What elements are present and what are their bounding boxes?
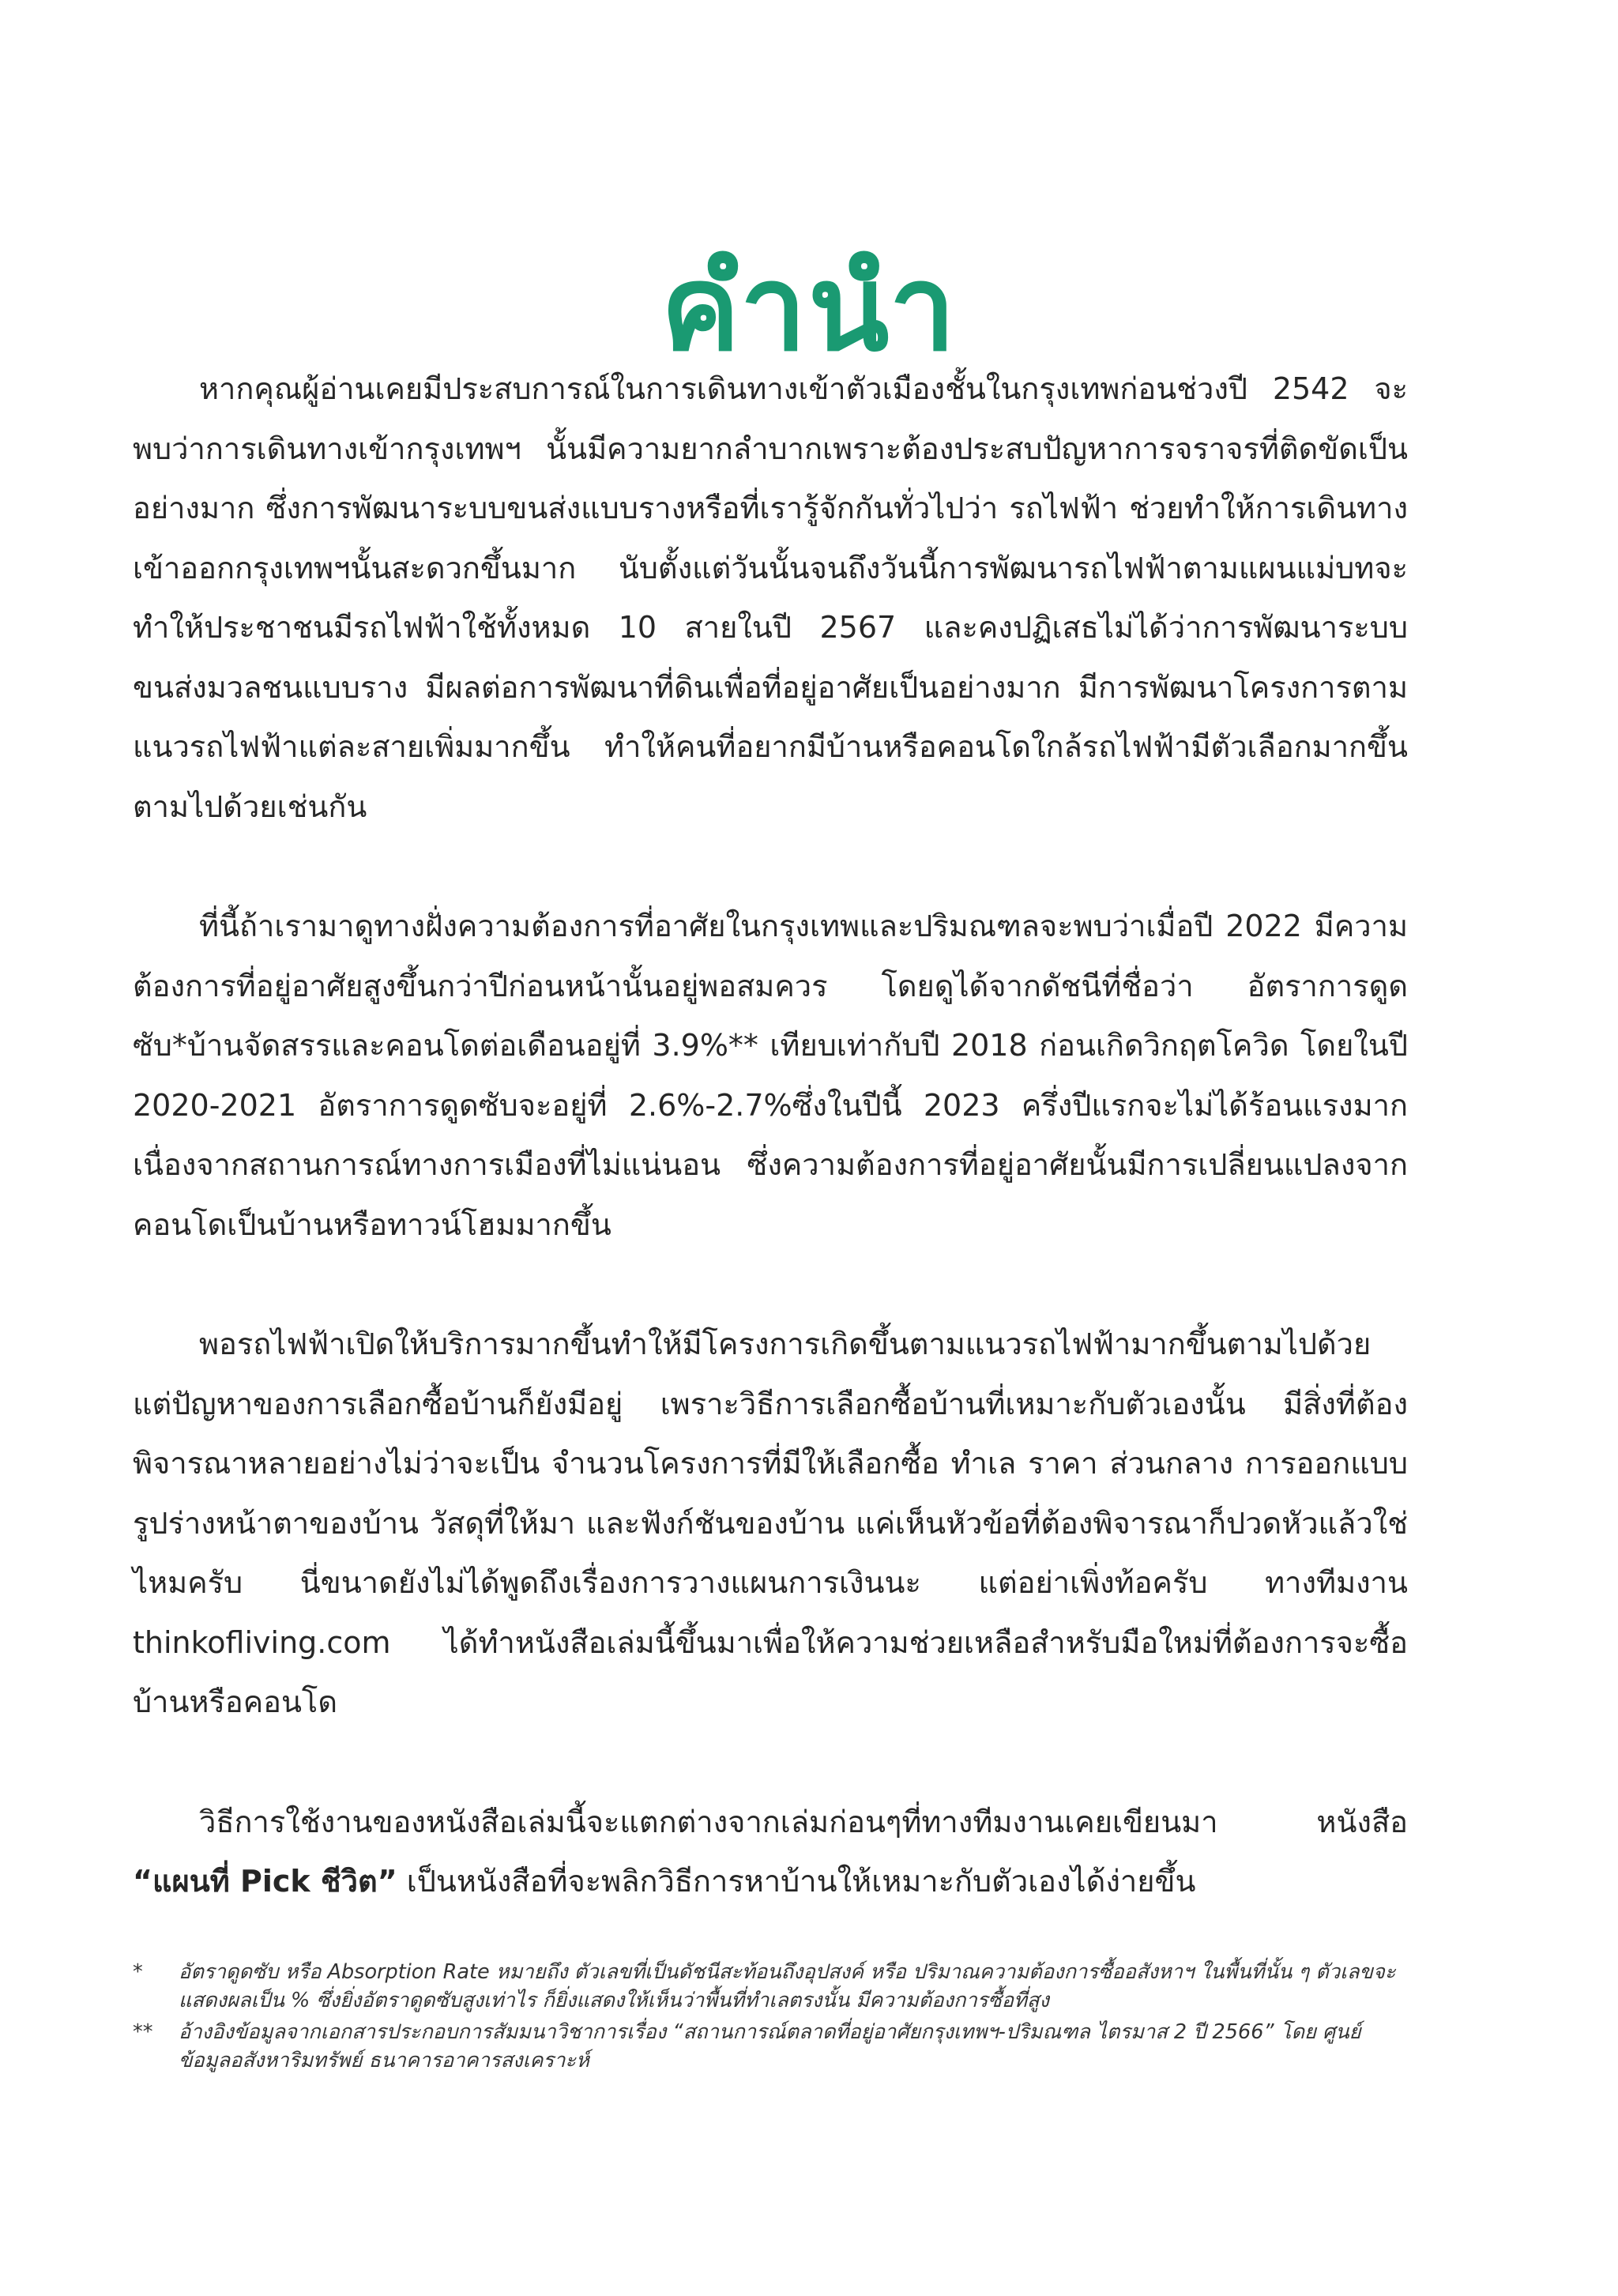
footnote-1 xyxy=(133,1958,1408,2015)
paragraph-1: หากคุณผู้อ่านเคยมีประสบการณ์ในการเดินทางเข้าตัวเมืองชั้นในกรุงเทพก่อนช่วงปี 2542 จะพบว่าการเดินทางเข้ากรุงเทพฯ นั้นมีความยากลำบากเพราะต้องประสบปัญหาการจราจรที่ติดขัดเป็นอย่างมาก ซึ่งการพัฒนาระบบขนส่งแบบรางหรือที่เรารู้จักกันทั่วไปว่า รถไฟฟ้า ช่วยทำให้การเดินทางเข้าออกกรุงเทพฯนั้นสะดวกขึ้นมาก นับตั้งแต่วันนั้นจนถึงวันนี้การพัฒนารถไฟฟ้าตามแผนแม่บทจะทำให้ประชาชนมีรถไฟฟ้าใช้ทั้งหมด 10 สายในปี 2567 และคงปฏิเสธไม่ได้ว่าการพัฒนาระบบขนส่งมวลชนแบบราง มีผลต่อการพัฒนาที่ดินเพื่อที่อยู่อาศัยเป็นอย่างมาก มีการพัฒนาโครงการตามแนวรถไฟฟ้าแต่ละสายเพิ่มมากขึ้น ทำให้คนที่อยากมีบ้านหรือคอนโดใกล้รถไฟฟ้ามีตัวเลือกมากขึ้นตามไปด้วยเช่นกัน xyxy=(133,371,1408,824)
footnote-2-text: อ้างอิงข้อมูลจากเอกสารประกอบการสัมมนาวิชาการเรื่อง “สถานการณ์ตลาดที่อยู่อาศัยกรุงเทพฯ-ปริมณฑล ไตรมาส 2 ปี 2566” โดย ศูนย์ข้อมูลอสังหาริมทรัพย์ ธนาคารอาคารสงเคราะห์ xyxy=(179,2020,1361,2072)
footnotes xyxy=(133,1958,1408,2078)
paragraph-3: พอรถไฟฟ้าเปิดให้บริการมากขึ้นทำให้มีโครงการเกิดขึ้นตามแนวรถไฟฟ้ามากขึ้นตามไปด้วย แต่ปัญหาของการเลือกซื้อบ้านก็ยังมีอยู่ เพราะวิธีการเลือกซื้อบ้านที่เหมาะกับตัวเองนั้น มีสิ่งที่ต้องพิจารณาหลายอย่างไม่ว่าจะเป็น จำนวนโครงการที่มีให้เลือกซื้อ ทำเล ราคา ส่วนกลาง การออกแบบรูปร่างหน้าตาของบ้าน วัสดุที่ให้มา และฟังก์ชันของบ้าน แค่เห็นหัวข้อที่ต้องพิจารณาก็ปวดหัวแล้วใช่ไหมครับ นี่ขนาดยังไม่ได้พูดถึงเรื่องการวางแผนการเงินนะ แต่อย่าเพิ่งท้อครับ ทางทีมงาน thinkofliving.com ได้ทำหนังสือเล่มนี้ขึ้นมาเพื่อให้ความช่วยเหลือสำหรับมือใหม่ที่ต้องการจะซื้อบ้านหรือคอนโด xyxy=(133,1327,1408,1719)
paragraph-4-text-after: เป็นหนังสือที่จะพลิกวิธีการหาบ้านให้เหมาะกับตัวเองได้ง่ายขึ้น xyxy=(397,1864,1196,1899)
footnote-2-mark: ** xyxy=(133,2020,153,2044)
paragraph-4 xyxy=(133,1793,1408,1912)
footnote-1-text: อัตราดูดซับ หรือ Absorption Rate หมายถึง ตัวเลขที่เป็นดัชนีสะท้อนถึงอุปสงค์ หรือ ปริมาณความต้องการซื้ออสังหาฯ ในพื้นที่นั้น ๆ ตัวเลขจะแสดงผลเป็น % ซึ่งยิ่งอัตราดูดซับสูงเท่าไร ก็ยิ่งแสดงให้เห็นว่าพื้นที่ทำเลตรงนั้น มีความต้องการซื้อที่สูง xyxy=(179,1960,1396,2012)
paragraph-4-text-before: วิธีการใช้งานของหนังสือเล่มนี้จะแตกต่างจากเล่มก่อนๆที่ทางทีมงานเคยเขียนมา หนังสือ xyxy=(199,1804,1408,1839)
page-title: คำนำ xyxy=(660,239,958,378)
paragraph-2: ที่นี้ถ้าเรามาดูทางฝั่งความต้องการที่อาศัยในกรุงเทพและปริมณฑลจะพบว่าเมื่อปี 2022 มีความต้องการที่อยู่อาศัยสูงขึ้นกว่าปีก่อนหน้านั้นอยู่พอสมควร โดยดูได้จากดัชนีที่ชื่อว่า อัตราการดูดซับ*บ้านจัดสรรและคอนโดต่อเดือนอยู่ที่ 3.9%** เทียบเท่ากับปี 2018 ก่อนเกิดวิกฤตโควิด โดยในปี 2020-2021 อัตราการดูดซับจะอยู่ที่ 2.6%-2.7%ซึ่งในปีนี้ 2023 ครึ่งปีแรกจะไม่ได้ร้อนแรงมากเนื่องจากสถานการณ์ทางการเมืองที่ไม่แน่นอน ซึ่งความต้องการที่อยู่อาศัยนั้นมีการเปลี่ยนแปลงจากคอนโดเป็นบ้านหรือทาวน์โฮมมากขึ้น xyxy=(133,909,1408,1242)
book-title-bold: “แผนที่ Pick ชีวิต” xyxy=(133,1864,397,1899)
body-text xyxy=(133,359,1408,1972)
footnote-1-mark: * xyxy=(133,1960,143,1984)
footnote-2 xyxy=(133,2018,1408,2075)
